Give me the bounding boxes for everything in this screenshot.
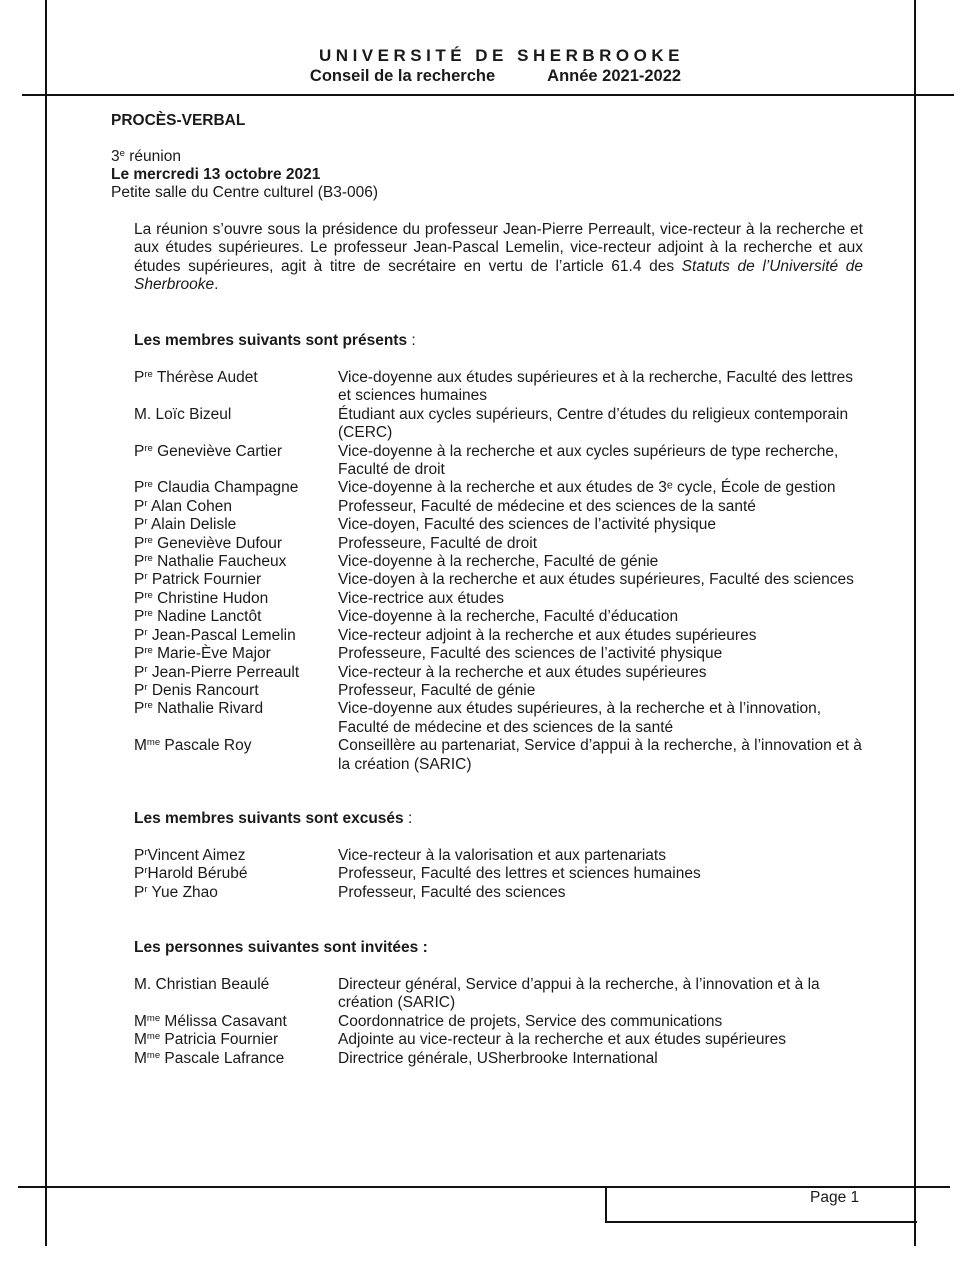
present-members-list (134, 369, 864, 774)
member-title-suffix: re (144, 645, 153, 657)
invited-members-list (134, 976, 864, 1068)
present-heading (134, 332, 416, 350)
member-role: Professeur, Faculté des lettres et sciences humaines (338, 865, 701, 883)
member-name (134, 553, 338, 571)
member-title: M. (134, 976, 152, 993)
member-name (134, 516, 338, 534)
intro-italic: Statuts de l’Université de Sherbrooke (134, 257, 863, 294)
member-row (134, 535, 864, 553)
council-name: Conseil de la recherche (309, 67, 496, 85)
member-row (134, 590, 864, 608)
member-role: Vice-doyenne à la recherche et aux cycles supérieurs de type recherche, Faculté de droit (338, 442, 839, 479)
member-row (134, 700, 864, 737)
meeting-number-label: réunion (124, 148, 181, 165)
member-name-text: Nathalie Faucheux (152, 553, 287, 571)
member-row (134, 553, 864, 571)
member-name-text: Claudia Champagne (152, 479, 299, 497)
member-name-text: Christian Beaulé (151, 976, 270, 993)
member-name-text: Alain Delisle (147, 516, 237, 534)
member-row (134, 406, 864, 443)
member-title: M. (134, 405, 152, 423)
member-name-text: Christine Hudon (152, 589, 269, 607)
member-name (134, 535, 338, 553)
excused-heading-text: Les membres suivants sont excusés (134, 810, 404, 827)
member-role: Vice-doyenne à la recherche et aux études de 3ᵉ cycle, École de gestion (338, 479, 836, 497)
member-row (134, 1031, 864, 1049)
member-title: P (134, 571, 145, 589)
member-role: Vice-doyen, Faculté des sciences de l’activité physique (338, 516, 716, 534)
member-title: P (134, 865, 145, 883)
member-role: Professeur, Faculté des sciences (338, 883, 566, 901)
member-name (134, 443, 338, 480)
member-name (134, 976, 338, 1013)
member-name (134, 700, 338, 737)
council-line (0, 66, 973, 86)
member-title-suffix: r (144, 865, 148, 877)
member-row (134, 865, 864, 883)
member-title: M (134, 737, 147, 755)
member-title-suffix: r (144, 497, 148, 509)
member-title-suffix: r (144, 847, 148, 858)
member-name-text: Pascale Roy (160, 737, 252, 755)
member-name (134, 498, 338, 516)
right-border-line (914, 0, 916, 1246)
member-name (134, 608, 338, 626)
member-name-text: Loïc Bizeul (151, 405, 232, 423)
member-name (134, 865, 338, 883)
member-row (134, 608, 864, 626)
academic-year: Année 2021-2022 (547, 67, 682, 85)
member-row (134, 443, 864, 480)
member-name-text: Vincent Aimez (147, 847, 246, 864)
member-title: P (134, 516, 145, 534)
member-name (134, 1031, 338, 1049)
member-role: Vice-doyenne aux études supérieures, à la recherche et à l’innovation, Faculté de médecine et des sciences de la santé (338, 700, 822, 736)
meeting-location: Petite salle du Centre culturel (B3-006) (111, 184, 379, 201)
member-name (134, 1013, 338, 1031)
member-name-text: Patricia Fournier (160, 1031, 279, 1049)
member-name (134, 645, 338, 663)
present-heading-colon: : (407, 332, 416, 349)
member-name (134, 406, 338, 443)
member-role: Vice-rectrice aux études (338, 589, 504, 607)
member-title-suffix: re (144, 369, 153, 380)
page-number-box (605, 1187, 917, 1223)
meeting-number-value: 3 (111, 148, 120, 165)
member-name-text: Pascale Lafrance (160, 1049, 285, 1067)
member-title: P (134, 497, 145, 515)
member-row (134, 1013, 864, 1031)
member-title-suffix: r (144, 626, 148, 638)
member-name (134, 847, 338, 865)
member-title-suffix: re (144, 534, 153, 546)
member-row (134, 479, 864, 497)
member-name (134, 479, 338, 497)
left-border-line (45, 0, 47, 1246)
member-row (134, 664, 864, 682)
member-role: Vice-doyenne à la recherche, Faculté de génie (338, 553, 659, 571)
header-rule (22, 94, 954, 96)
member-name (134, 369, 338, 406)
member-name-text: Thérèse Audet (152, 369, 258, 386)
present-heading-text: Les membres suivants sont présents (134, 332, 408, 349)
member-row (134, 847, 864, 865)
member-title: P (134, 608, 145, 626)
member-title: P (134, 663, 145, 681)
member-role: Adjointe au vice-recteur à la recherche et aux études supérieures (338, 1031, 787, 1049)
member-role: Directrice générale, USherbrooke International (338, 1049, 658, 1067)
member-row (134, 737, 864, 774)
member-role: Professeur, Faculté de génie (338, 681, 536, 699)
member-name-text: Alan Cohen (147, 497, 232, 515)
member-role: Professeur, Faculté de médecine et des sciences de la santé (338, 497, 756, 515)
member-name-text: Mélissa Casavant (160, 1012, 287, 1030)
member-name (134, 664, 338, 682)
invited-heading-text: Les personnes suivantes sont invitées : (134, 939, 428, 956)
member-name (134, 682, 338, 700)
member-name-text: Harold Bérubé (147, 865, 248, 883)
member-title-suffix: re (144, 553, 153, 565)
member-title-suffix: me (146, 1031, 161, 1043)
member-row (134, 498, 864, 516)
member-title-suffix: r (144, 681, 148, 693)
member-title: M (134, 1012, 147, 1030)
member-title-suffix: me (146, 1049, 161, 1061)
document-header (0, 46, 973, 86)
member-title: P (134, 442, 145, 460)
member-role: Professeure, Faculté des sciences de l’activité physique (338, 645, 723, 663)
member-title: P (134, 700, 145, 718)
member-title-suffix: r (144, 883, 148, 895)
member-row (134, 369, 864, 406)
member-name-text: Nadine Lanctôt (152, 608, 262, 626)
member-title-suffix: r (144, 571, 148, 583)
member-row (134, 1050, 864, 1068)
member-row (134, 516, 864, 534)
member-role: Vice-doyenne aux études supérieures et à la recherche, Faculté des lettres et sciences humaines (338, 369, 853, 405)
member-name (134, 627, 338, 645)
member-role: Étudiant aux cycles supérieurs, Centre d’études du religieux contemporain (CERC) (338, 405, 849, 442)
member-name (134, 590, 338, 608)
meeting-number-suffix: e (119, 148, 125, 159)
excused-heading-colon: : (403, 810, 413, 827)
member-role: Conseillère au partenariat, Service d’appui à la recherche, à l’innovation et à la création (SARIC) (338, 737, 862, 773)
meeting-date: Le mercredi 13 octobre 2021 (111, 166, 321, 183)
member-title-suffix: re (144, 442, 153, 454)
member-name-text: Geneviève Cartier (152, 442, 283, 460)
member-name-text: Patrick Fournier (147, 571, 262, 589)
member-name-text: Jean-Pascal Lemelin (147, 626, 296, 644)
member-name-text: Yue Zhao (147, 883, 218, 901)
university-name: UNIVERSITÉ DE SHERBROOKE (319, 46, 684, 65)
member-role: Vice-recteur à la recherche et aux études supérieures (338, 663, 707, 681)
intro-text: La réunion s’ouvre sous la présidence du professeur Jean-Pierre Perreault, vice-recteur à la recherche et aux études supérieures. Le professeur Jean-Pascal Lemelin, vice-recteur adjoint à la recherche et aux études supérieures, agit à titre de secrétaire en vertu de l’article 61.4 des (134, 221, 863, 275)
member-title: P (134, 626, 145, 644)
member-role: Vice-recteur à la valorisation et aux partenariats (338, 847, 666, 864)
member-row (134, 645, 864, 663)
page-number: Page 1 (810, 1189, 860, 1206)
member-row (134, 571, 864, 589)
member-name-text: Geneviève Dufour (152, 534, 283, 552)
member-title: P (134, 589, 145, 607)
meeting-number (111, 148, 181, 166)
member-title: P (134, 553, 145, 571)
member-title-suffix: re (144, 700, 153, 712)
member-title-suffix: re (144, 589, 153, 601)
member-name (134, 571, 338, 589)
intro-end: . (214, 276, 219, 294)
member-title: P (134, 479, 145, 497)
member-name-text: Denis Rancourt (147, 681, 259, 699)
member-title: P (134, 883, 145, 901)
member-role: Vice-doyenne à la recherche, Faculté d’éducation (338, 608, 679, 626)
member-title: P (134, 369, 145, 386)
member-role: Professeure, Faculté de droit (338, 534, 538, 552)
member-name (134, 1050, 338, 1068)
intro-paragraph (134, 221, 863, 295)
member-name (134, 884, 338, 902)
member-title-suffix: re (144, 479, 153, 491)
member-role: Vice-recteur adjoint à la recherche et aux études supérieures (338, 626, 757, 644)
excused-heading (134, 810, 412, 828)
member-row (134, 884, 864, 902)
member-title: P (134, 681, 145, 699)
document-type: PROCÈS-VERBAL (111, 112, 246, 129)
member-title: P (134, 847, 145, 864)
member-title-suffix: me (146, 1012, 161, 1024)
member-row (134, 627, 864, 645)
member-role: Directeur général, Service d’appui à la recherche, à l’innovation et à la création (SARIC) (338, 976, 820, 1012)
member-row (134, 682, 864, 700)
excused-members-list (134, 847, 864, 902)
member-role: Coordonnatrice de projets, Service des communications (338, 1012, 723, 1030)
member-role: Vice-doyen à la recherche et aux études supérieures, Faculté des sciences (338, 571, 854, 589)
member-title-suffix: me (146, 737, 161, 749)
member-name-text: Jean-Pierre Perreault (147, 663, 300, 681)
member-name (134, 737, 338, 774)
member-title-suffix: re (144, 608, 153, 620)
member-name-text: Marie-Ève Major (152, 645, 271, 663)
member-title: M (134, 1031, 147, 1049)
member-title: M (134, 1049, 147, 1067)
member-title-suffix: r (144, 516, 148, 528)
member-title-suffix: r (144, 663, 148, 675)
member-title: P (134, 534, 145, 552)
invited-heading (134, 939, 428, 957)
member-title: P (134, 645, 145, 663)
member-row (134, 976, 864, 1013)
member-name-text: Nathalie Rivard (152, 700, 264, 718)
